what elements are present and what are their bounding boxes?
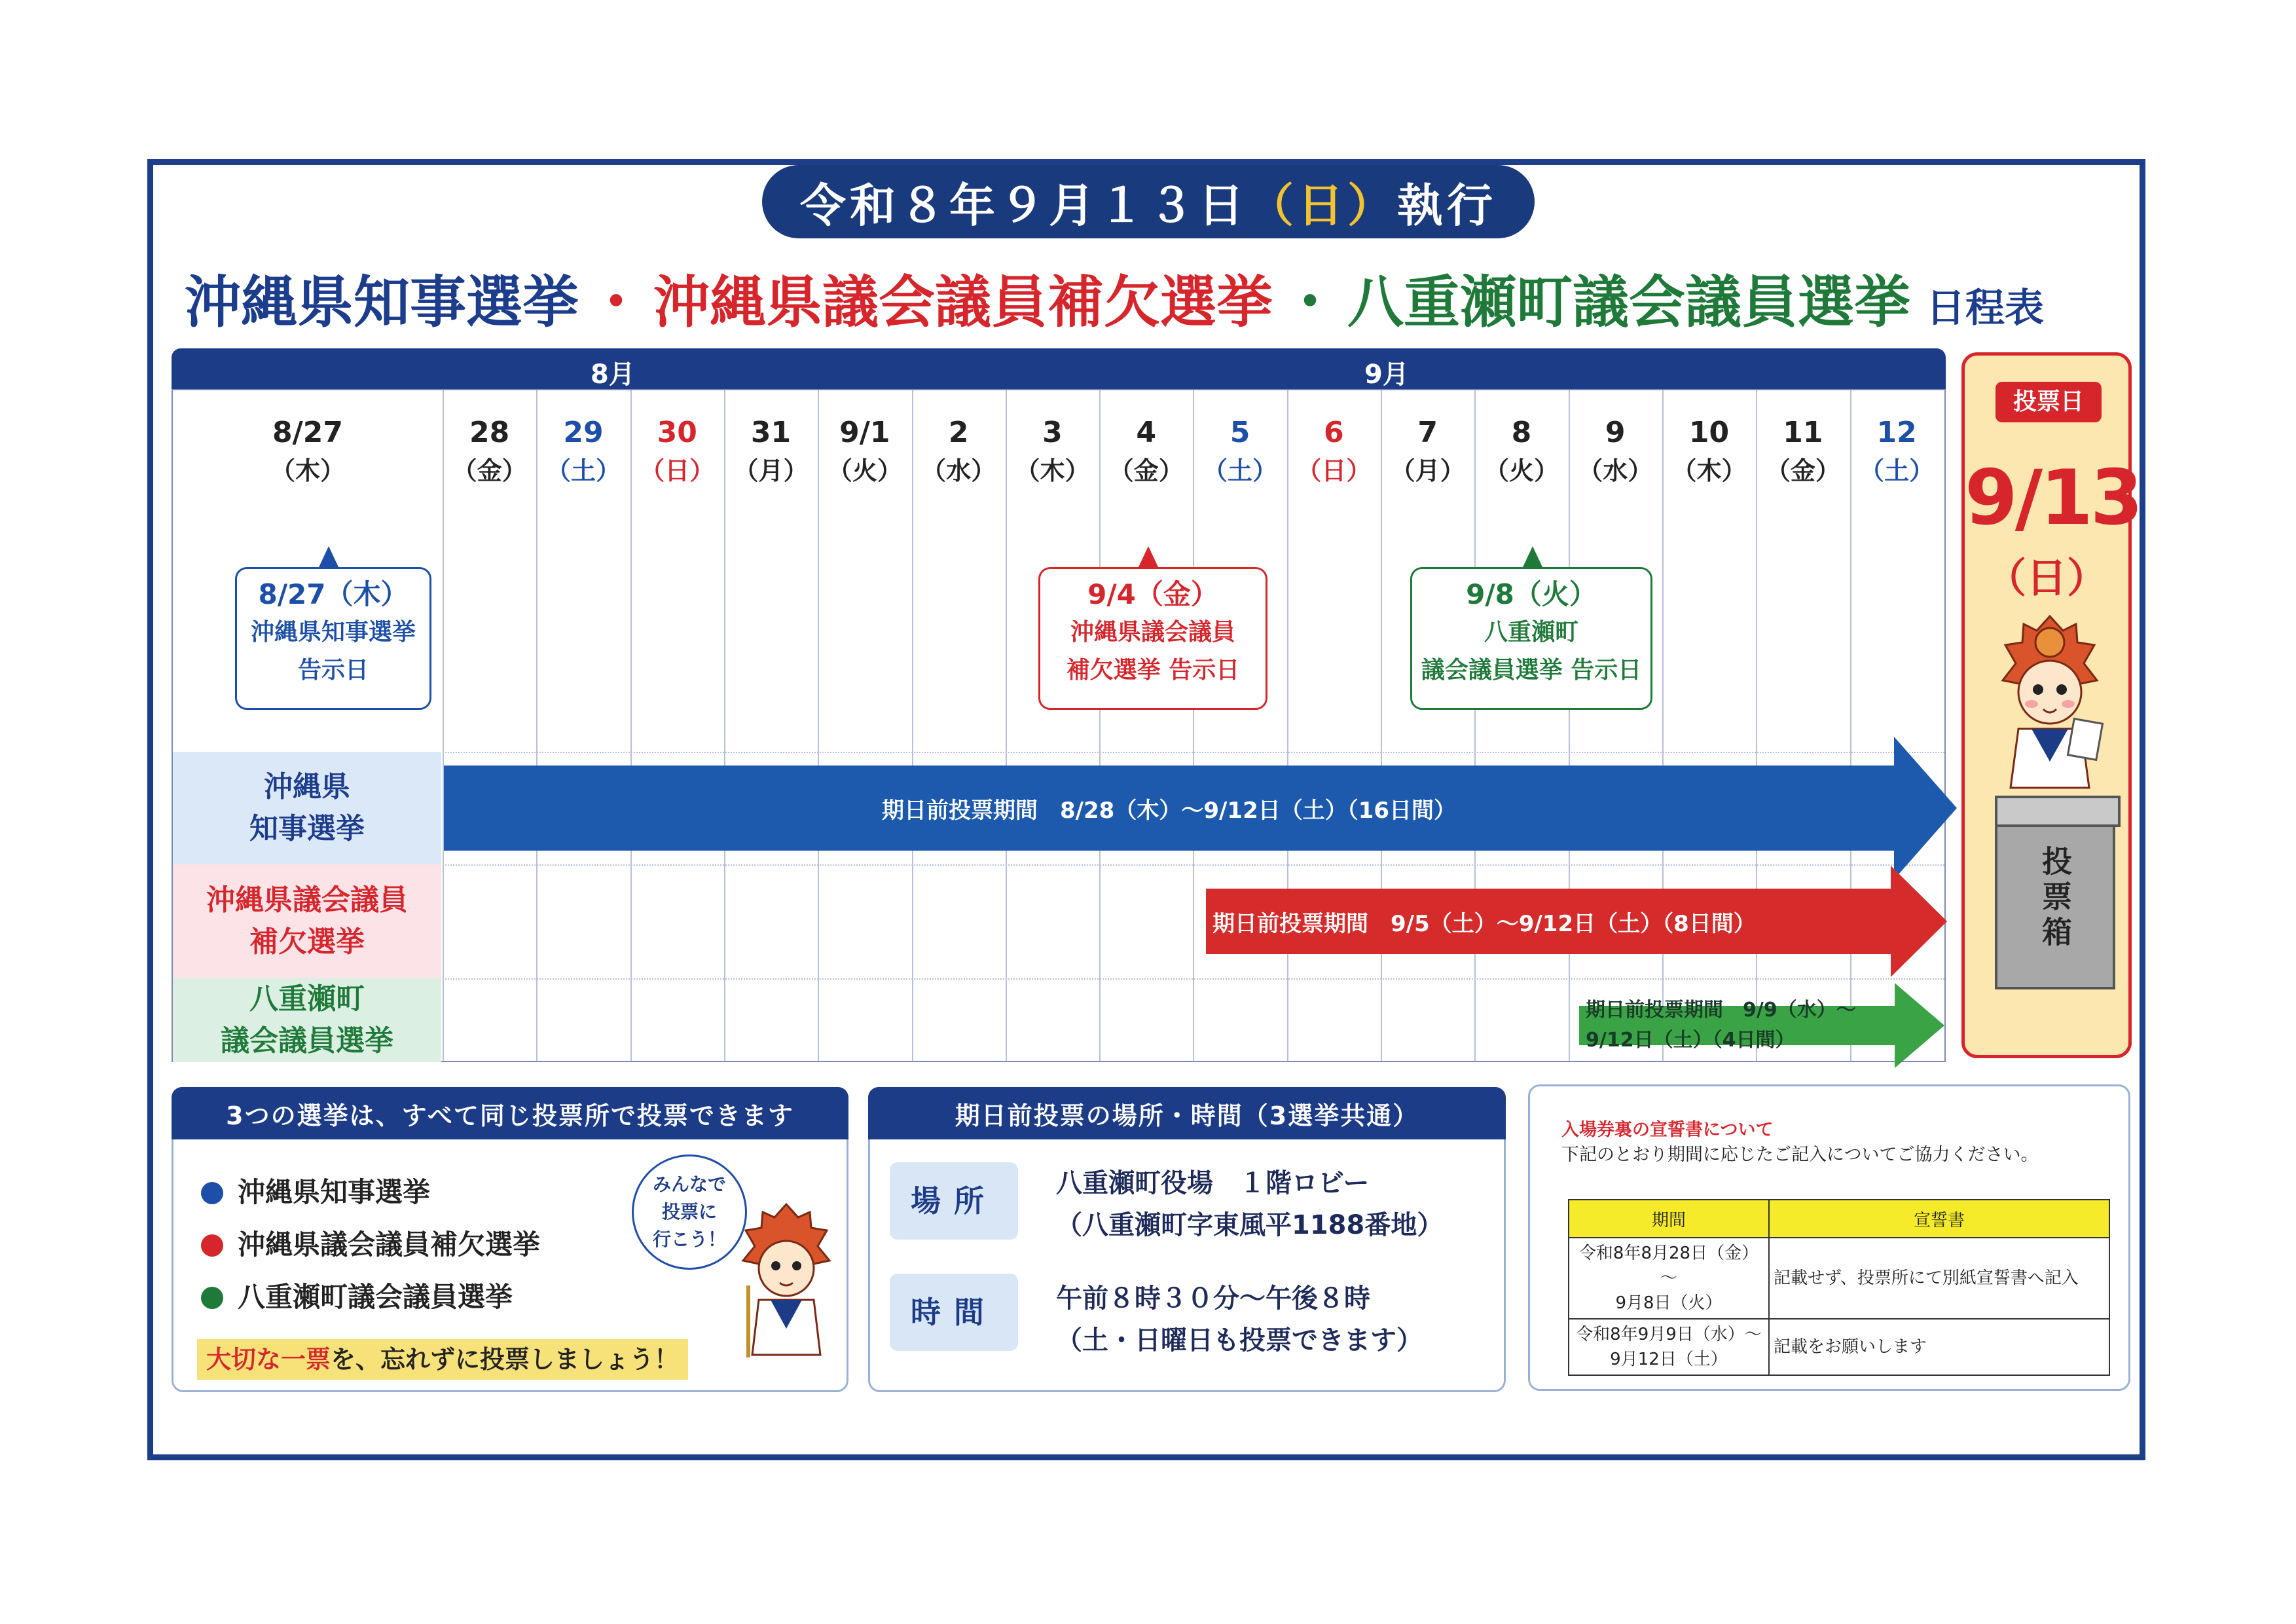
table-cell-text: 記載せず、投票所にて別紙宣誓書へ記入 xyxy=(1769,1238,2109,1319)
announcement-callout: 9/4（金） 沖縄県議会議員 補欠選挙 告示日 xyxy=(1038,567,1267,710)
election-row-label: 八重瀬町 議会議員選挙 xyxy=(173,978,441,1062)
grid-column-line xyxy=(630,390,632,1061)
election-item-town: 八重瀬町議会議員選挙 xyxy=(201,1271,540,1323)
title-governor: 沖縄県知事選挙 xyxy=(185,270,579,335)
day-header: 10 （木） xyxy=(1671,416,1747,485)
day-header: 9/1 （火） xyxy=(827,416,902,485)
voting-day-dow: （日） xyxy=(1985,554,2107,602)
table-row xyxy=(1569,1319,2109,1375)
title-sep-1: ・ xyxy=(588,270,644,335)
table-row xyxy=(1569,1238,2109,1319)
title-sep-2: ・ xyxy=(1282,270,1338,335)
grid-column-line xyxy=(1850,390,1851,1061)
panel1-title: 3つの選挙は、すべて同じ投票所で投票できます xyxy=(172,1087,848,1139)
announcement-callout: 9/8（火） 八重瀬町 議会議員選挙 告示日 xyxy=(1410,567,1652,710)
election-item-governor: 沖縄県知事選挙 xyxy=(201,1166,540,1219)
day-header: 31 （月） xyxy=(733,416,809,485)
day-header: 9 （水） xyxy=(1578,416,1653,485)
month-sep: 9月 xyxy=(1364,360,1409,390)
voting-day-tag: 投票日 xyxy=(1995,382,2102,422)
speech-bubble: みんなで 投票に 行こう！ xyxy=(632,1154,747,1270)
mascot-illustration xyxy=(1992,611,2107,807)
early-voting-period-arrow: 期日前投票期間 9/9（水）～ 9/12日（土）（4日間） xyxy=(1579,1006,1944,1045)
early-voting-info-panel xyxy=(868,1087,1506,1392)
ballot-box xyxy=(1995,819,2115,989)
table-header-row xyxy=(1569,1200,2109,1238)
title-town: 八重瀬町議会議員選挙 xyxy=(1347,270,1910,335)
voting-day-date: 9/13 xyxy=(1965,454,2141,542)
voting-day-panel xyxy=(1961,352,2141,1058)
schedule-calendar xyxy=(172,348,1946,1062)
day-header: 7 （月） xyxy=(1390,416,1465,485)
grid-column-line xyxy=(1662,390,1664,1061)
day-header: 8 （火） xyxy=(1484,416,1559,485)
reminder-highlight: 大切な一票を、忘れずに投票しましょう！ xyxy=(197,1339,688,1380)
table-cell-text: 記載をお願いします xyxy=(1769,1319,2109,1375)
day-header: 5 （土） xyxy=(1203,416,1278,485)
grid-column-line xyxy=(1756,390,1757,1061)
grid-column-line xyxy=(1287,390,1288,1061)
grid-column-line xyxy=(724,390,725,1061)
early-voting-period-arrow: 期日前投票期間 8/28（木）～9/12日（土）（16日間） xyxy=(444,766,1957,851)
title-suffix: 日程表 xyxy=(1926,286,2044,331)
callout-pointer-icon xyxy=(1523,546,1542,567)
election-row-label: 沖縄県 知事選挙 xyxy=(173,752,441,864)
day-header: 11 （金） xyxy=(1765,416,1840,485)
day-header: 4 （金） xyxy=(1108,416,1184,485)
day-header: 29 （土） xyxy=(545,416,621,485)
same-polling-place-panel xyxy=(172,1087,848,1392)
election-row-label: 沖縄県議会議員 補欠選挙 xyxy=(173,864,441,978)
mascot-small-illustration xyxy=(734,1200,839,1364)
declaration-table xyxy=(1568,1199,2110,1376)
date-dow: （日） xyxy=(1248,178,1397,232)
grid-column-line xyxy=(912,390,913,1061)
grid-column-line xyxy=(443,390,444,1061)
time-label: 時間 xyxy=(890,1274,1018,1351)
grid-column-line xyxy=(536,390,538,1061)
day-header: 3 （木） xyxy=(1015,416,1090,485)
early-voting-period-arrow: 期日前投票期間 9/5（土）～9/12日（土）（8日間） xyxy=(1206,889,1947,954)
red-dot-icon xyxy=(201,1234,223,1257)
day-header: 28 （金） xyxy=(452,416,527,485)
time-text: 午前８時３０分～午後８時 （土・日曜日も投票できます） xyxy=(1056,1283,1423,1356)
month-bar xyxy=(172,348,1946,389)
page-title xyxy=(185,257,2044,335)
declaration-subtitle: 下記のとおり期間に応じたご記入についてご協力ください。 xyxy=(1561,1145,2039,1165)
table-cell-period: 令和8年8月28日（金）～ 9月8日（火） xyxy=(1569,1238,1769,1319)
title-prefectural: 沖縄県議会議員補欠選挙 xyxy=(653,270,1273,335)
declaration-note-panel xyxy=(1528,1084,2130,1391)
callout-pointer-icon xyxy=(319,546,338,567)
green-dot-icon xyxy=(201,1287,223,1309)
ballot-box-top xyxy=(1995,796,2121,827)
election-date-banner xyxy=(762,165,1535,238)
grid-column-line xyxy=(1381,390,1382,1061)
date-post: 執行 xyxy=(1397,178,1497,232)
ballot-box-label: 投票箱 xyxy=(2037,845,2073,951)
day-header: 30 （日） xyxy=(640,416,715,485)
grid-column-line xyxy=(1099,390,1101,1061)
grid-column-line xyxy=(1193,390,1194,1061)
grid-column-line xyxy=(818,390,819,1061)
table-header-period: 期間 xyxy=(1569,1200,1769,1238)
day-header: 2 （水） xyxy=(921,416,996,485)
blue-dot-icon xyxy=(201,1182,223,1204)
day-header: 8/27 （木） xyxy=(270,416,345,485)
grid-column-line xyxy=(1006,390,1007,1061)
table-cell-period: 令和8年9月9日（水）～ 9月12日（土） xyxy=(1569,1319,1769,1375)
day-header: 12 （土） xyxy=(1859,416,1935,485)
place-label: 場所 xyxy=(890,1162,1018,1240)
table-header-declaration: 宣誓書 xyxy=(1769,1200,2109,1238)
panel2-title: 期日前投票の場所・時間（3選挙共通） xyxy=(868,1087,1506,1139)
grid-column-line xyxy=(1569,390,1570,1061)
announcement-callout: 8/27（木） 沖縄県知事選挙 告示日 xyxy=(235,567,431,710)
declaration-title: 入場券裏の宣誓書について xyxy=(1561,1120,1774,1140)
date-text: 令和８年９月１３日 xyxy=(800,178,1248,232)
month-aug: 8月 xyxy=(591,360,635,390)
election-list xyxy=(201,1166,540,1323)
callout-pointer-icon xyxy=(1139,546,1158,567)
election-item-prefectural: 沖縄県議会議員補欠選挙 xyxy=(201,1219,540,1271)
calendar-grid xyxy=(172,389,1946,1062)
place-text: 八重瀬町役場 １階ロビー （八重瀬町字東風平1188番地） xyxy=(1056,1168,1444,1240)
day-header: 6 （日） xyxy=(1296,416,1372,485)
grid-column-line xyxy=(1474,390,1476,1061)
